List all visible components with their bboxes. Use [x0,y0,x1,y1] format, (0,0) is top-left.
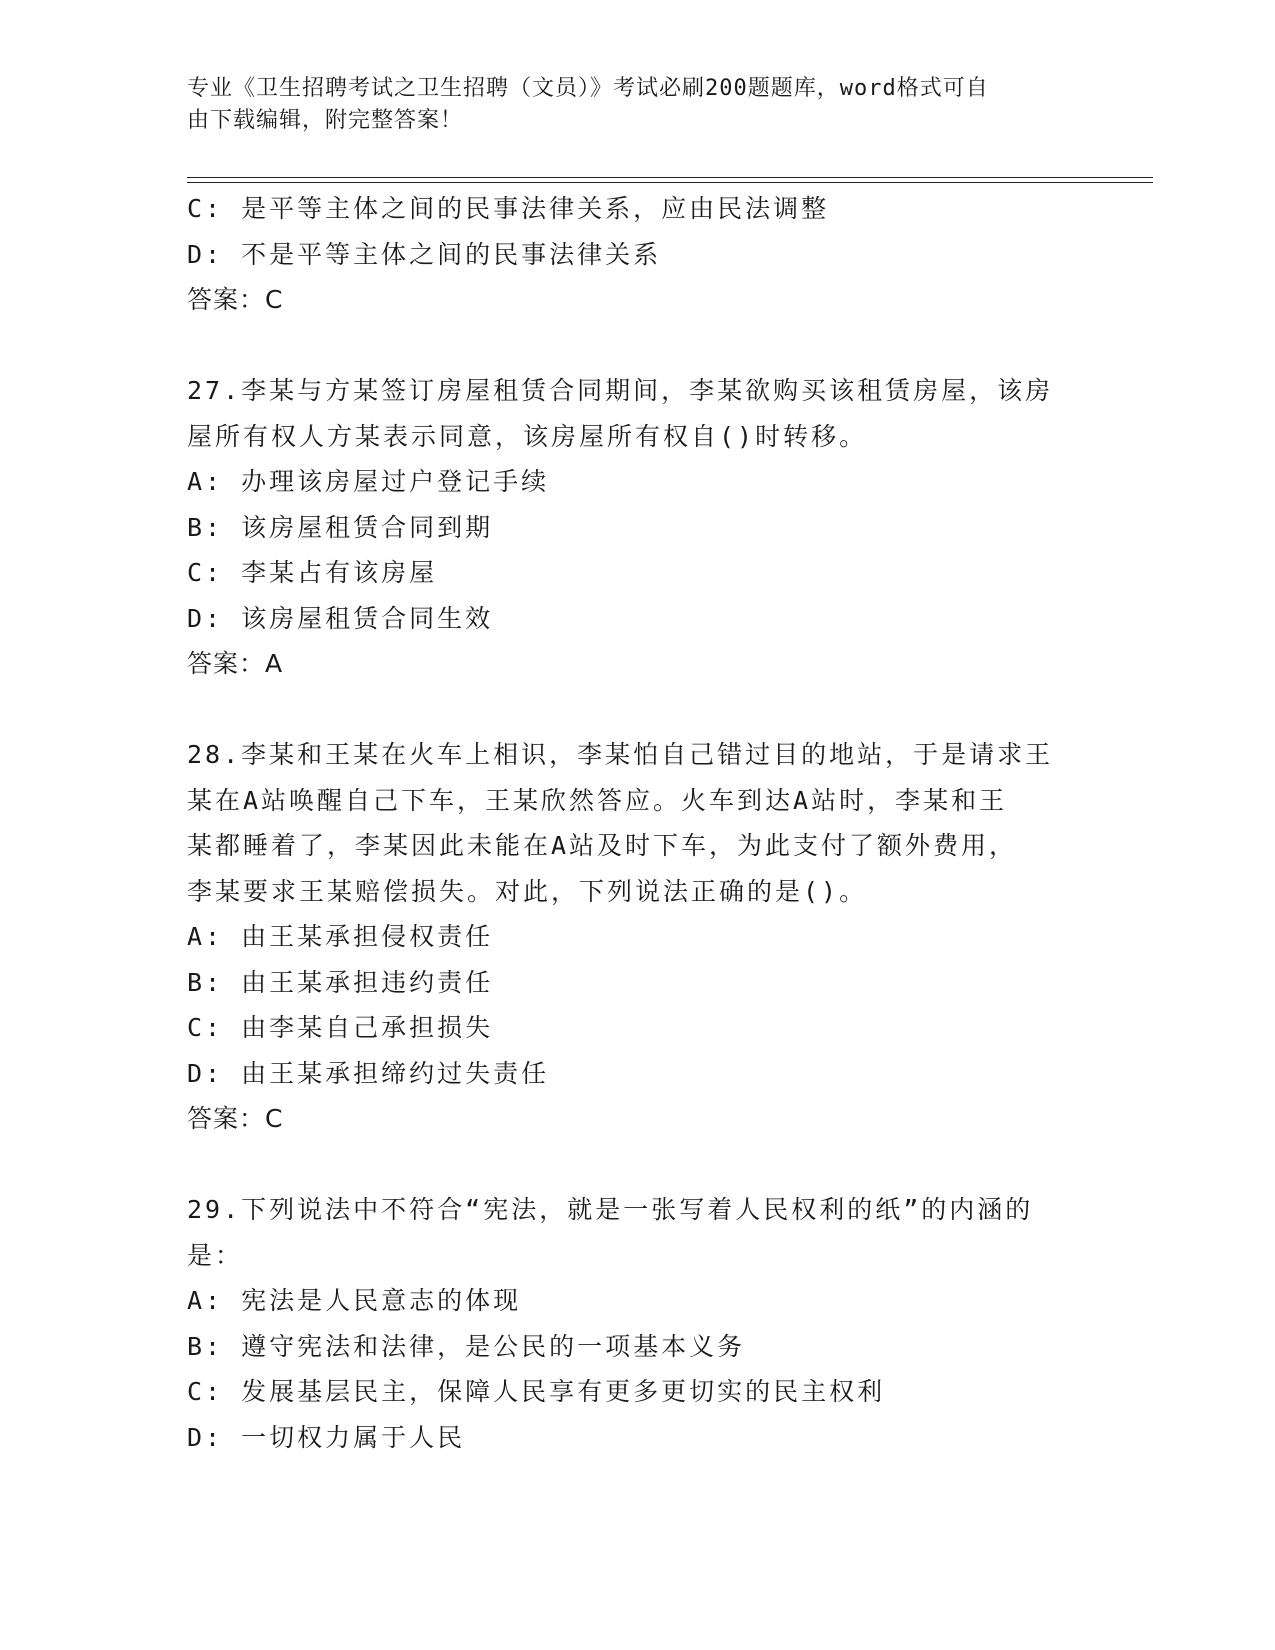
document-body [187,186,1087,1460]
q26-answer: 答案：C [187,285,284,314]
q29-stem-line-1: 29.下列说法中不符合“宪法，就是一张写着人民权利的纸”的内涵的 [187,1195,1034,1224]
question-29 [187,1187,1087,1460]
header-rule-bottom [187,182,1153,183]
q27-stem-line-2: 屋所有权人方某表示同意，该房屋所有权自()时转移。 [187,421,868,451]
header-line-1: 专业《卫生招聘考试之卫生招聘（文员）》考试必刷200题题库，word格式可自 [187,76,989,101]
q26-option-d: D: 不是平等主体之间的民事法律关系 [187,239,662,269]
question-28 [187,732,1087,1142]
q27-stem-line-1: 27.李某与方某签订房屋租赁合同期间，李某欲购买该租赁房屋，该房 [187,376,1054,405]
q27-option-a: A: 办理该房屋过户登记手续 [187,467,550,496]
q29-stem-line-2: 是： [187,1240,244,1270]
q28-option-c: C: 由李某自己承担损失 [187,1013,494,1042]
q28-answer: 答案：C [187,1104,284,1133]
q29-option-c: C: 发展基层民主，保障人民享有更多更切实的民主权利 [187,1377,886,1406]
question-26 [187,186,1087,323]
q29-option-b: B: 遵守宪法和法律，是公民的一项基本义务 [187,1331,746,1361]
spacer [187,687,1087,733]
q27-answer: 答案：A [187,649,284,678]
q28-stem-line-2: 某在A站唤醒自己下车，王某欣然答应。火车到达A站时，李某和王 [187,785,1008,815]
spacer [187,1142,1087,1188]
q28-option-b: B: 由王某承担违约责任 [187,967,494,997]
q29-option-a: A: 宪法是人民意志的体现 [187,1286,522,1315]
q29-option-d: D: 一切权力属于人民 [187,1422,466,1452]
header-line-2: 由下载编辑，附完整答案！ [187,108,464,133]
q27-option-c: C: 李某占有该房屋 [187,558,438,587]
q28-stem-line-4: 李某要求王某赔偿损失。对此，下列说法正确的是()。 [187,876,868,906]
header-rule-top [187,177,1153,178]
q28-option-a: A: 由王某承担侵权责任 [187,922,494,951]
document-header [187,73,1067,137]
q26-option-c: C: 是平等主体之间的民事法律关系，应由民法调整 [187,194,830,223]
q27-option-d: D: 该房屋租赁合同生效 [187,603,494,633]
q27-option-b: B: 该房屋租赁合同到期 [187,512,494,542]
spacer [187,323,1087,369]
q28-stem-line-1: 28.李某和王某在火车上相识，李某怕自己错过目的地站，于是请求王 [187,740,1054,769]
q28-option-d: D: 由王某承担缔约过失责任 [187,1058,550,1088]
q28-stem-line-3: 某都睡着了，李某因此未能在A站及时下车，为此支付了额外费用， [187,831,1018,860]
question-27 [187,368,1087,687]
